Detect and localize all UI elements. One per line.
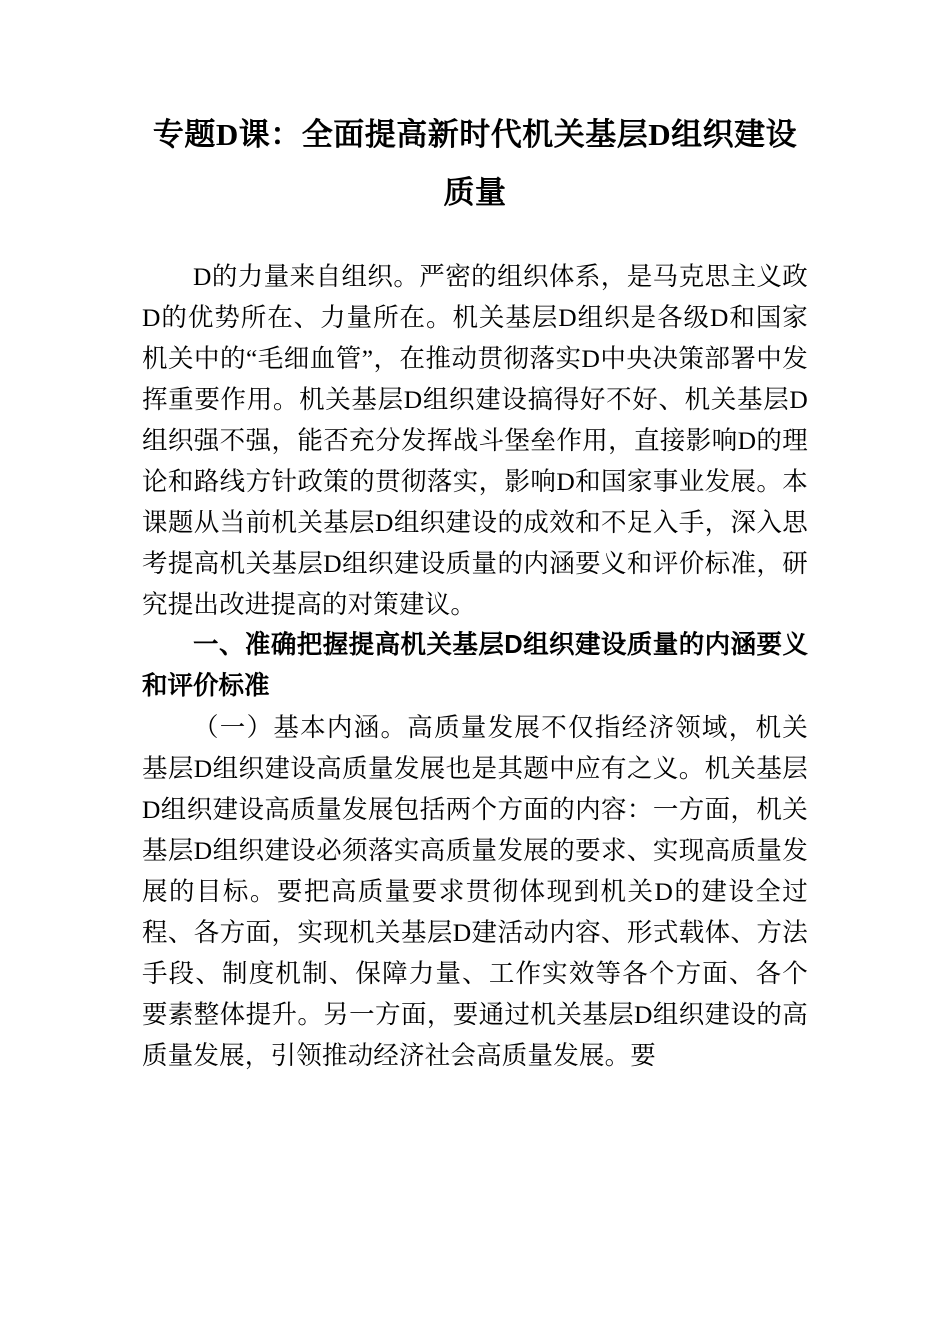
section-heading-one: 一、准确把握提高机关基层D组织建设质量的内涵要义和评价标准 [142, 631, 808, 700]
page-title: 专题D课：全面提高新时代机关基层D组织建设质量 [152, 117, 798, 210]
document-body [142, 256, 808, 1076]
intro-paragraph: D的力量来自组织。严密的组织体系，是马克思主义政D的优势所在、力量所在。机关基层D组织是各级D和国家机关中的“毛细血管”，在推动贯彻落实D中央决策部署中发挥重要作用。机关基层D组织建设搞得好不好、机关基层D组织强不强，能否充分发挥战斗堡垒作用，直接影响D的理论和路线方针政策的贯彻落实，影响D和国家事业发展。本课题从当前机关基层D组织建设的成效和不足入手，深入思考提高机关基层D组织建设质量的内涵要义和评价标准，研究提出改进提高的对策建议。 [142, 262, 808, 619]
subsection-one-paragraph: （一）基本内涵。高质量发展不仅指经济领域，机关基层D组织建设高质量发展也是其题中应有之义。机关基层D组织建设高质量发展包括两个方面的内容：一方面，机关基层D组织建设必须落实高质量发展的要求、实现高质量发展的目标。要把高质量要求贯彻体现到机关D的建设全过程、各方面，实现机关基层D建活动内容、形式载体、方法手段、制度机制、保障力量、工作实效等各个方面、各个要素整体提升。另一方面，要通过机关基层D组织建设的高质量发展，引领推动经济社会高质量发展。要 [142, 713, 808, 1070]
